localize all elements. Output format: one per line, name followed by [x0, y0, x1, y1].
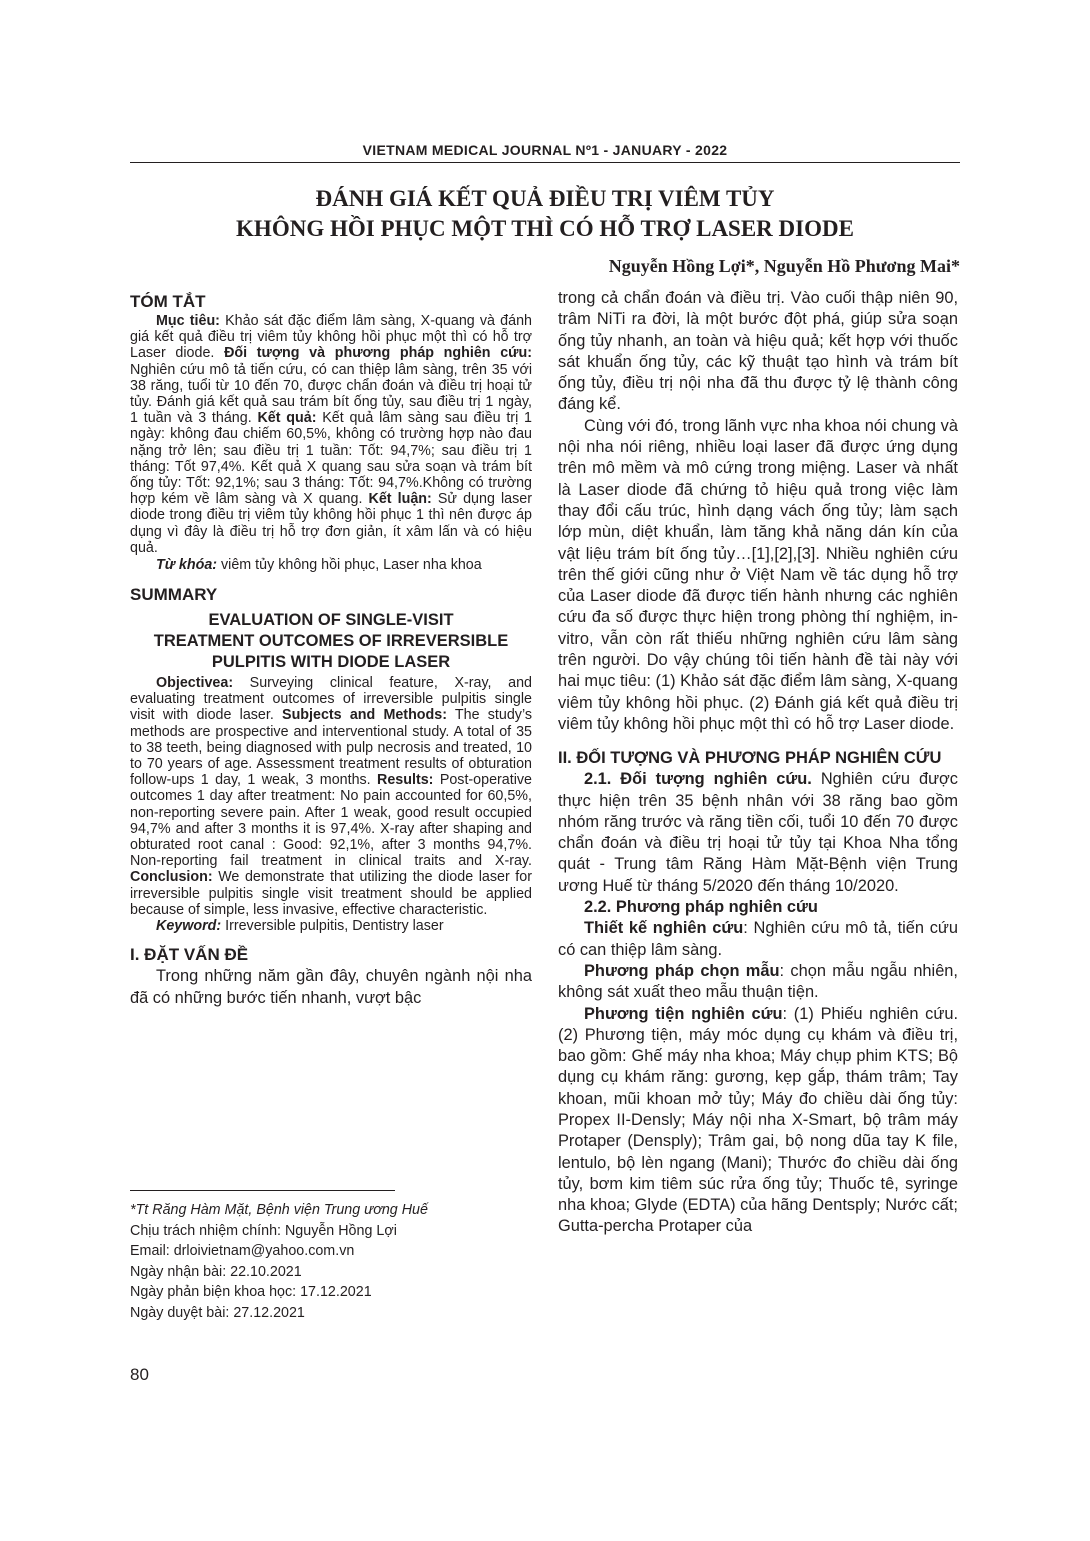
- right-column: [558, 288, 958, 1238]
- keywords-en: [130, 918, 532, 934]
- footnote-received: Ngày nhận bài: 22.10.2021: [130, 1263, 302, 1280]
- section-2-body: [558, 769, 958, 1238]
- study-design-label: Thiết kế nghiên cứu: [584, 919, 744, 938]
- page-number: 80: [130, 1365, 149, 1384]
- keywords-vi-text: viêm tủy không hồi phục, Laser nha khoa: [217, 557, 482, 574]
- results-en-label: Results:: [377, 772, 434, 789]
- objective-text: Khảo sát đặc điểm lâm sàng, X-quang và đánh giá kết quả điều trị viêm tủy không hồi phục một thì có hỗ trợ Laser diode.: [130, 313, 532, 362]
- footnote-reviewed: Ngày phản biện khoa học: 17.12.2021: [130, 1284, 372, 1300]
- study-design-text: : Nghiên cứu mô tả, tiến cứu có can thiệp lâm sàng.: [558, 919, 958, 959]
- article-title-line-1: ĐÁNH GIÁ KẾT QUẢ ĐIỀU TRỊ VIÊM TỦY: [315, 186, 775, 211]
- section-2-1-label: 2.1. Đối tượng nghiên cứu.: [584, 770, 812, 789]
- results-text: Kết quả lâm sàng sau điều trị 1 ngày: không đau chiếm 60,5%, không có trường hợp nào đau nặng trở lên; sau điều trị 1 tuần: Tốt: 94,7%; sau điều trị 1 tháng: Tốt 97,4%. Kết quả X quang sau sửa soạn và trám bít ống tủy: Tốt: 92,1%; sau 3 tháng: Tốt: 94,7%.Không có trường hợp kém về lâm sàng và X quang.: [130, 410, 532, 508]
- sampling-label: Phương pháp chọn mẫu: [584, 961, 780, 980]
- section-1-start: [130, 966, 532, 1009]
- study-design: [558, 918, 958, 961]
- materials-text: : (1) Phiếu nghiên cứu. (2) Phương tiện, máy móc dụng cụ khám và điều trị, bao gồm: Ghế máy nha khoa; Máy chụp phim KTS; Bộ dụng cụ khám răng: gương, kẹp gắp, thám trâm; Tay khoan, mũi khoan mở tủy; Máy đo chiều dài ống tủy: Propex II-Densly; Máy nội nha X-Smart, bộ trâm máy Protaper (Densply); Trâm gai, bộ nong dũa tay K file, lentulo, bộ lèn ngang (Mani); Thước đo chiều dài ống tủy, bơm kim tiêm súc rửa ống tủy; Thuốc tê, syringe nha khoa; Glyde (EDTA) của hãng Dentsply; Nước cất; Gutta-percha Protaper của: [558, 1004, 958, 1236]
- left-column: [130, 291, 532, 1009]
- keywords-vi-label: Từ khóa:: [156, 557, 218, 574]
- footnote-affiliation: *Tt Răng Hàm Mặt, Bệnh viện Trung ương Huế: [130, 1202, 428, 1218]
- objective-label: Mục tiêu:: [156, 313, 220, 329]
- abstract-vi-body: [130, 313, 532, 556]
- section-1-heading: I. ĐẶT VẤN ĐỀ: [130, 945, 249, 965]
- section-1-paragraph-1-cont: trong cả chẩn đoán và điều trị. Vào cuối thập niên 90, trâm NiTi ra đời, là một bước đột phá, giúp sửa soạn ống tủy nhanh, an toàn và hiệu quả; kết hợp với thuốc sát khuẩn ống tủy, các kỹ thuật tạo hình và trám bít ống tủy, điều trị nội nha đã thu được tỷ lệ thành công đáng kể.: [558, 289, 958, 414]
- article-title-line-2: KHÔNG HỒI PHỤC MỘT THÌ CÓ HỖ TRỢ LASER DIODE: [236, 216, 854, 241]
- section-2-heading: II. ĐỐI TƯỢNG VÀ PHƯƠNG PHÁP NGHIÊN CỨU: [558, 749, 942, 768]
- footnotes: [130, 1200, 532, 1323]
- footnote-responsible: Chịu trách nhiệm chính: Nguyễn Hồng Lợi: [130, 1222, 397, 1239]
- methods-en-label: Subjects and Methods:: [282, 707, 447, 724]
- section-2-1: [558, 769, 958, 897]
- abstract-en-body: [130, 675, 532, 918]
- header-rule: [130, 162, 960, 163]
- footnote-email: Email: drloivietnam@yahoo.com.vn: [130, 1243, 355, 1259]
- conclusion-label: Kết luận:: [368, 491, 432, 508]
- english-title-line-2: TREATMENT OUTCOMES OF IRREVERSIBLE: [153, 632, 509, 651]
- conclusion-en-label: Conclusion:: [130, 869, 213, 886]
- keywords-vi: [130, 556, 532, 574]
- keywords-en-text: Irreversible pulpitis, Dentistry laser: [221, 918, 444, 935]
- english-title: [130, 610, 532, 673]
- section-1-continued: [558, 288, 958, 735]
- journal-header: VIETNAM MEDICAL JOURNAL Nº1 - JANUARY - 2022: [362, 142, 728, 158]
- conclusion-text: Sử dụng laser diode trong điều trị viêm tủy không hồi phục 1 thì nên được áp dụng vì đây là điều trị hỗ trợ đơn giản, ít xâm lấn và có hiệu quả.: [130, 491, 532, 556]
- section-2-2-label: 2.2. Phương pháp nghiên cứu: [584, 898, 818, 917]
- english-title-line-1: EVALUATION OF SINGLE-VISIT: [208, 611, 454, 630]
- methods-label: Đối tượng và phương pháp nghiên cứu:: [224, 345, 532, 362]
- section-1-paragraph-2: Cùng với đó, trong lãnh vực nha khoa nói chung và nội nha nói riêng, nhiều loại laser đã được ứng dụng trên mô mềm và mô cứng trong miệng. Laser và nhất là Laser diode đã chứng tỏ hiệu quả trong việc làm thay đổi cấu trúc, hình dạng vách ống tủy; làm sạch lớp mùn, diệt khuẩn, làm tăng khả năng dán kín của vật liệu trám bít ống tủy…[1],[2],[3]. Nhiều nghiên cứu trên thế giới cũng như ở Việt Nam về tác dụng hỗ trợ của Laser diode đã được tiến hành nhưng các nghiên cứu đa số được thực hiện trong phòng thí nghiệm, in-vitro, vẫn còn rất thiếu những nghiên cứu lâm sàng trên người. Do vậy chúng tôi tiến hành đề tài này với hai mục tiêu: (1) Khảo sát đặc điểm lâm sàng, X-quang viêm tủy không hồi phục. (2) Đánh giá kết quả điều trị viêm tủy không hồi phục một thì có hỗ trợ Laser diode.: [558, 416, 958, 733]
- footnote-accepted: Ngày duyệt bài: 27.12.2021: [130, 1304, 305, 1321]
- methods-text: Nghiên cứu mô tả tiến cứu, có can thiệp lâm sàng, trên 35 với 38 răng, tuổi từ 10 đến 70, được chẩn đoán và điều trị hoại tử tủy. Đánh giá kết quả sau trám bít ống tủy, sau điều trị 1 ngày, 1 tuần và 3 tháng.: [130, 361, 532, 427]
- footnote-rule: [130, 1190, 395, 1191]
- research-materials: [558, 1004, 958, 1238]
- keywords-en-label: Keyword:: [156, 918, 222, 935]
- sampling-method: [558, 961, 958, 1004]
- english-title-line-3: PULPITIS WITH DIODE LASER: [211, 653, 451, 672]
- section-2-1-text: Nghiên cứu được thực hiện trên 35 bệnh nhân với 38 răng bao gồm nhóm răng trước và răng tiền cối, tuổi 10 đến 70 được chẩn đoán và điều trị hoại tử tủy tại Khoa Nha tổng quát - Trung tâm Răng Hàm Mặt-Bệnh viện Trung ương Huế từ tháng 5/2020 đến tháng 10/2020.: [558, 770, 958, 895]
- abstract-vi: [130, 313, 532, 574]
- objective-en-label: Objectivea:: [156, 675, 234, 692]
- abstract-vi-heading: TÓM TẮT: [130, 292, 206, 311]
- objective-en-text: Surveying clinical feature, X-ray, and evaluating treatment outcomes of irreversible pulpitis single visit with diode laser.: [130, 675, 532, 724]
- results-en-text: Post-operative outcomes 1 day after treatment: No pain accounted for 60,5%, non-reporting severe pain. After 1 weak, good result occupied 94,7% and after 3 months it is 97,4%. X-ray after shaping and obturated root canal : Good: 92,1%, after 3 months 94,7%. Non-reporting fail treatment in clinical traits and X-ray.: [130, 772, 532, 870]
- section-1-paragraph-1-start: Trong những năm gần đây, chuyên ngành nội nha đã có những bước tiến nhanh, vượt bậc: [130, 967, 532, 1007]
- sampling-text: : chọn mẫu ngẫu nhiên, không sát xuất theo mẫu thuận tiện.: [558, 961, 958, 1002]
- methods-en-text: The study’s methods are prospective and interventional study. A total of 35 to 38 teeth, being diagnosed with pulp necrosis and treated, 10 to 70 years of age. Assessment treatment results of obturation follow-ups 1 day, 1 weak, 3 months.: [130, 707, 533, 789]
- section-2-2-heading: [558, 897, 958, 918]
- results-label: Kết quả:: [257, 410, 317, 427]
- summary-heading: SUMMARY: [130, 585, 218, 605]
- authors: Nguyễn Hồng Lợi*, Nguyễn Hồ Phương Mai*: [608, 256, 960, 276]
- materials-label: Phương tiện nghiên cứu: [584, 1004, 783, 1023]
- abstract-en: [130, 675, 532, 934]
- conclusion-en-text: We demonstrate that utilizing the diode laser for irreversible pulpitis single visit treatment should be applied because of simple, less invasive, effective characteristic.: [130, 869, 532, 918]
